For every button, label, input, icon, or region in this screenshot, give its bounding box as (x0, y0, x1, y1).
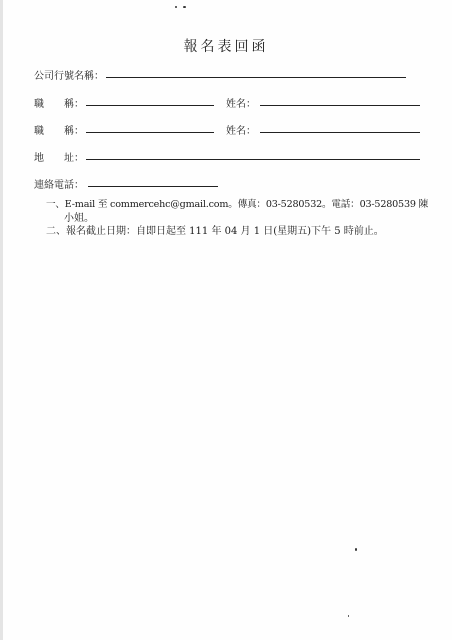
name-label: 姓名： (226, 126, 256, 137)
phone-label: 連絡電話： (34, 180, 84, 191)
address-label: 地 址： (34, 153, 84, 164)
scan-speck (348, 615, 349, 617)
job-title-label: 職 稱： (34, 126, 84, 137)
note-item-1-continued: 小姐。 (64, 213, 94, 224)
note-item-1: 一、E-mail 至 commercehc@gmail.com。傳真：03-5280532。電話：03-5280539 陳 (46, 199, 428, 210)
job-title-field[interactable] (86, 132, 214, 133)
company-name-field[interactable] (106, 77, 406, 78)
address-field[interactable] (86, 159, 420, 160)
company-name-label: 公司行號名稱： (34, 71, 104, 82)
page-title: 報名表回函 (183, 39, 269, 55)
note-item-2: 二、報名截止日期：自即日起至 111 年 04 月 1 日(星期五)下午 5 時前止。 (46, 226, 384, 237)
job-title-label: 職 稱： (34, 99, 84, 110)
name-field[interactable] (260, 132, 420, 133)
scan-speck (175, 6, 177, 8)
job-title-field[interactable] (86, 105, 214, 106)
name-field[interactable] (260, 105, 420, 106)
scan-speck (183, 6, 186, 8)
scan-edge (0, 0, 3, 640)
name-label: 姓名： (226, 99, 256, 110)
phone-field[interactable] (88, 186, 218, 187)
scan-speck (355, 548, 357, 551)
